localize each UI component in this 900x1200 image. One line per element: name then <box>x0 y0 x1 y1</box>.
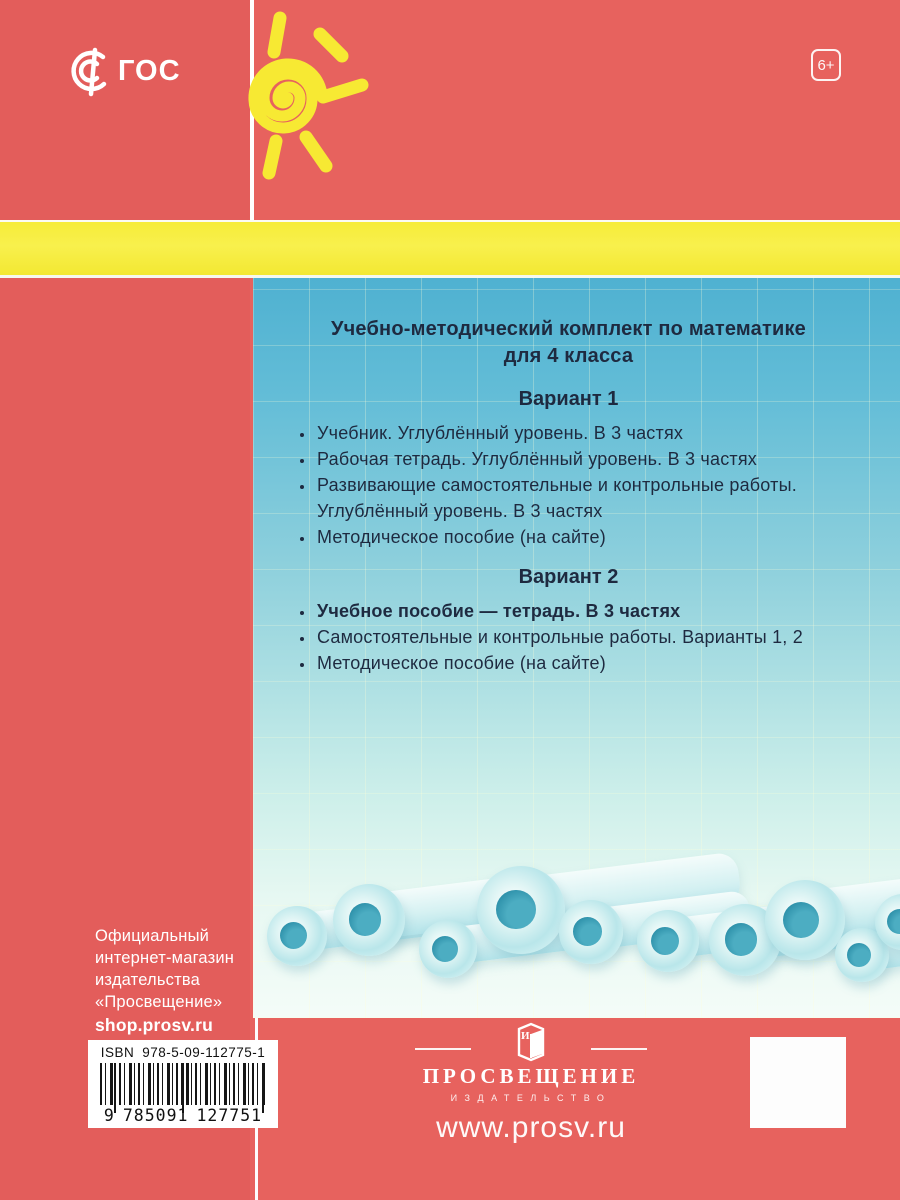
fgos-label: ГОС <box>118 54 181 87</box>
isbn-label: ISBN <box>100 1045 135 1060</box>
shop-line: «Просвещение» <box>95 993 223 1011</box>
variant2-list <box>277 598 860 676</box>
list-item: • Учебное пособие — тетрадь. В 3 частях <box>315 598 860 624</box>
barcode-digit-group: 785091 <box>122 1106 189 1125</box>
shop-url: shop.prosv.ru <box>95 1015 213 1035</box>
content-panel <box>253 278 900 1018</box>
rule-left <box>415 1048 471 1050</box>
rule-right <box>591 1048 647 1050</box>
variant1-list <box>277 420 860 550</box>
title-line-1: Учебно-методический комплект по математике <box>330 318 807 340</box>
list-item: • Развивающие самостоятельные и контрольные работы. Углублённый уровень. В 3 частях <box>315 472 860 524</box>
list-item: • Рабочая тетрадь. Углублённый уровень. В 3 частях <box>315 446 860 472</box>
publisher-logo <box>399 1022 663 1145</box>
list-item: • Методическое пособие (на сайте) <box>315 524 860 550</box>
age-rating-badge: 6+ <box>811 49 841 81</box>
fgos-circle-icon <box>64 45 116 99</box>
sun-icon <box>238 8 388 188</box>
publisher-subtitle: ИЗДАТЕЛЬСТВО <box>450 1093 612 1103</box>
blank-sticker-area <box>750 1037 846 1128</box>
publisher-name: ПРОСВЕЩЕНИЕ <box>422 1064 640 1088</box>
barcode-digit-group: 127751 <box>196 1106 263 1125</box>
shop-line: Официальный <box>95 927 210 945</box>
panel-title <box>277 316 860 370</box>
svg-text:И: И <box>521 1030 530 1042</box>
variant1-heading: Вариант 1 <box>518 388 619 410</box>
list-item: • Методическое пособие (на сайте) <box>315 650 860 676</box>
barcode-digits <box>88 1106 278 1125</box>
shop-line: интернет-магазин <box>95 949 235 967</box>
list-item: • Учебник. Углублённый уровень. В 3 частях <box>315 420 860 446</box>
barcode-digit-group: 9 <box>103 1106 115 1125</box>
isbn-number-line <box>88 1045 278 1060</box>
prosveshchenie-book-icon <box>514 1030 548 1066</box>
variant2-heading: Вариант 2 <box>518 566 619 588</box>
shop-line: издательства <box>95 971 201 989</box>
isbn-number: 978-5-09-112775-1 <box>142 1045 266 1060</box>
isbn-barcode <box>88 1040 278 1128</box>
title-line-2: для 4 класса <box>503 345 634 367</box>
list-item: • Самостоятельные и контрольные работы. Варианты 1, 2 <box>315 624 860 650</box>
publisher-url: www.prosv.ru <box>436 1111 626 1144</box>
yellow-stripe <box>0 220 900 278</box>
fgos-logo <box>64 44 184 100</box>
shop-info <box>95 925 234 1036</box>
paper-rolls-illustration <box>253 848 900 1018</box>
